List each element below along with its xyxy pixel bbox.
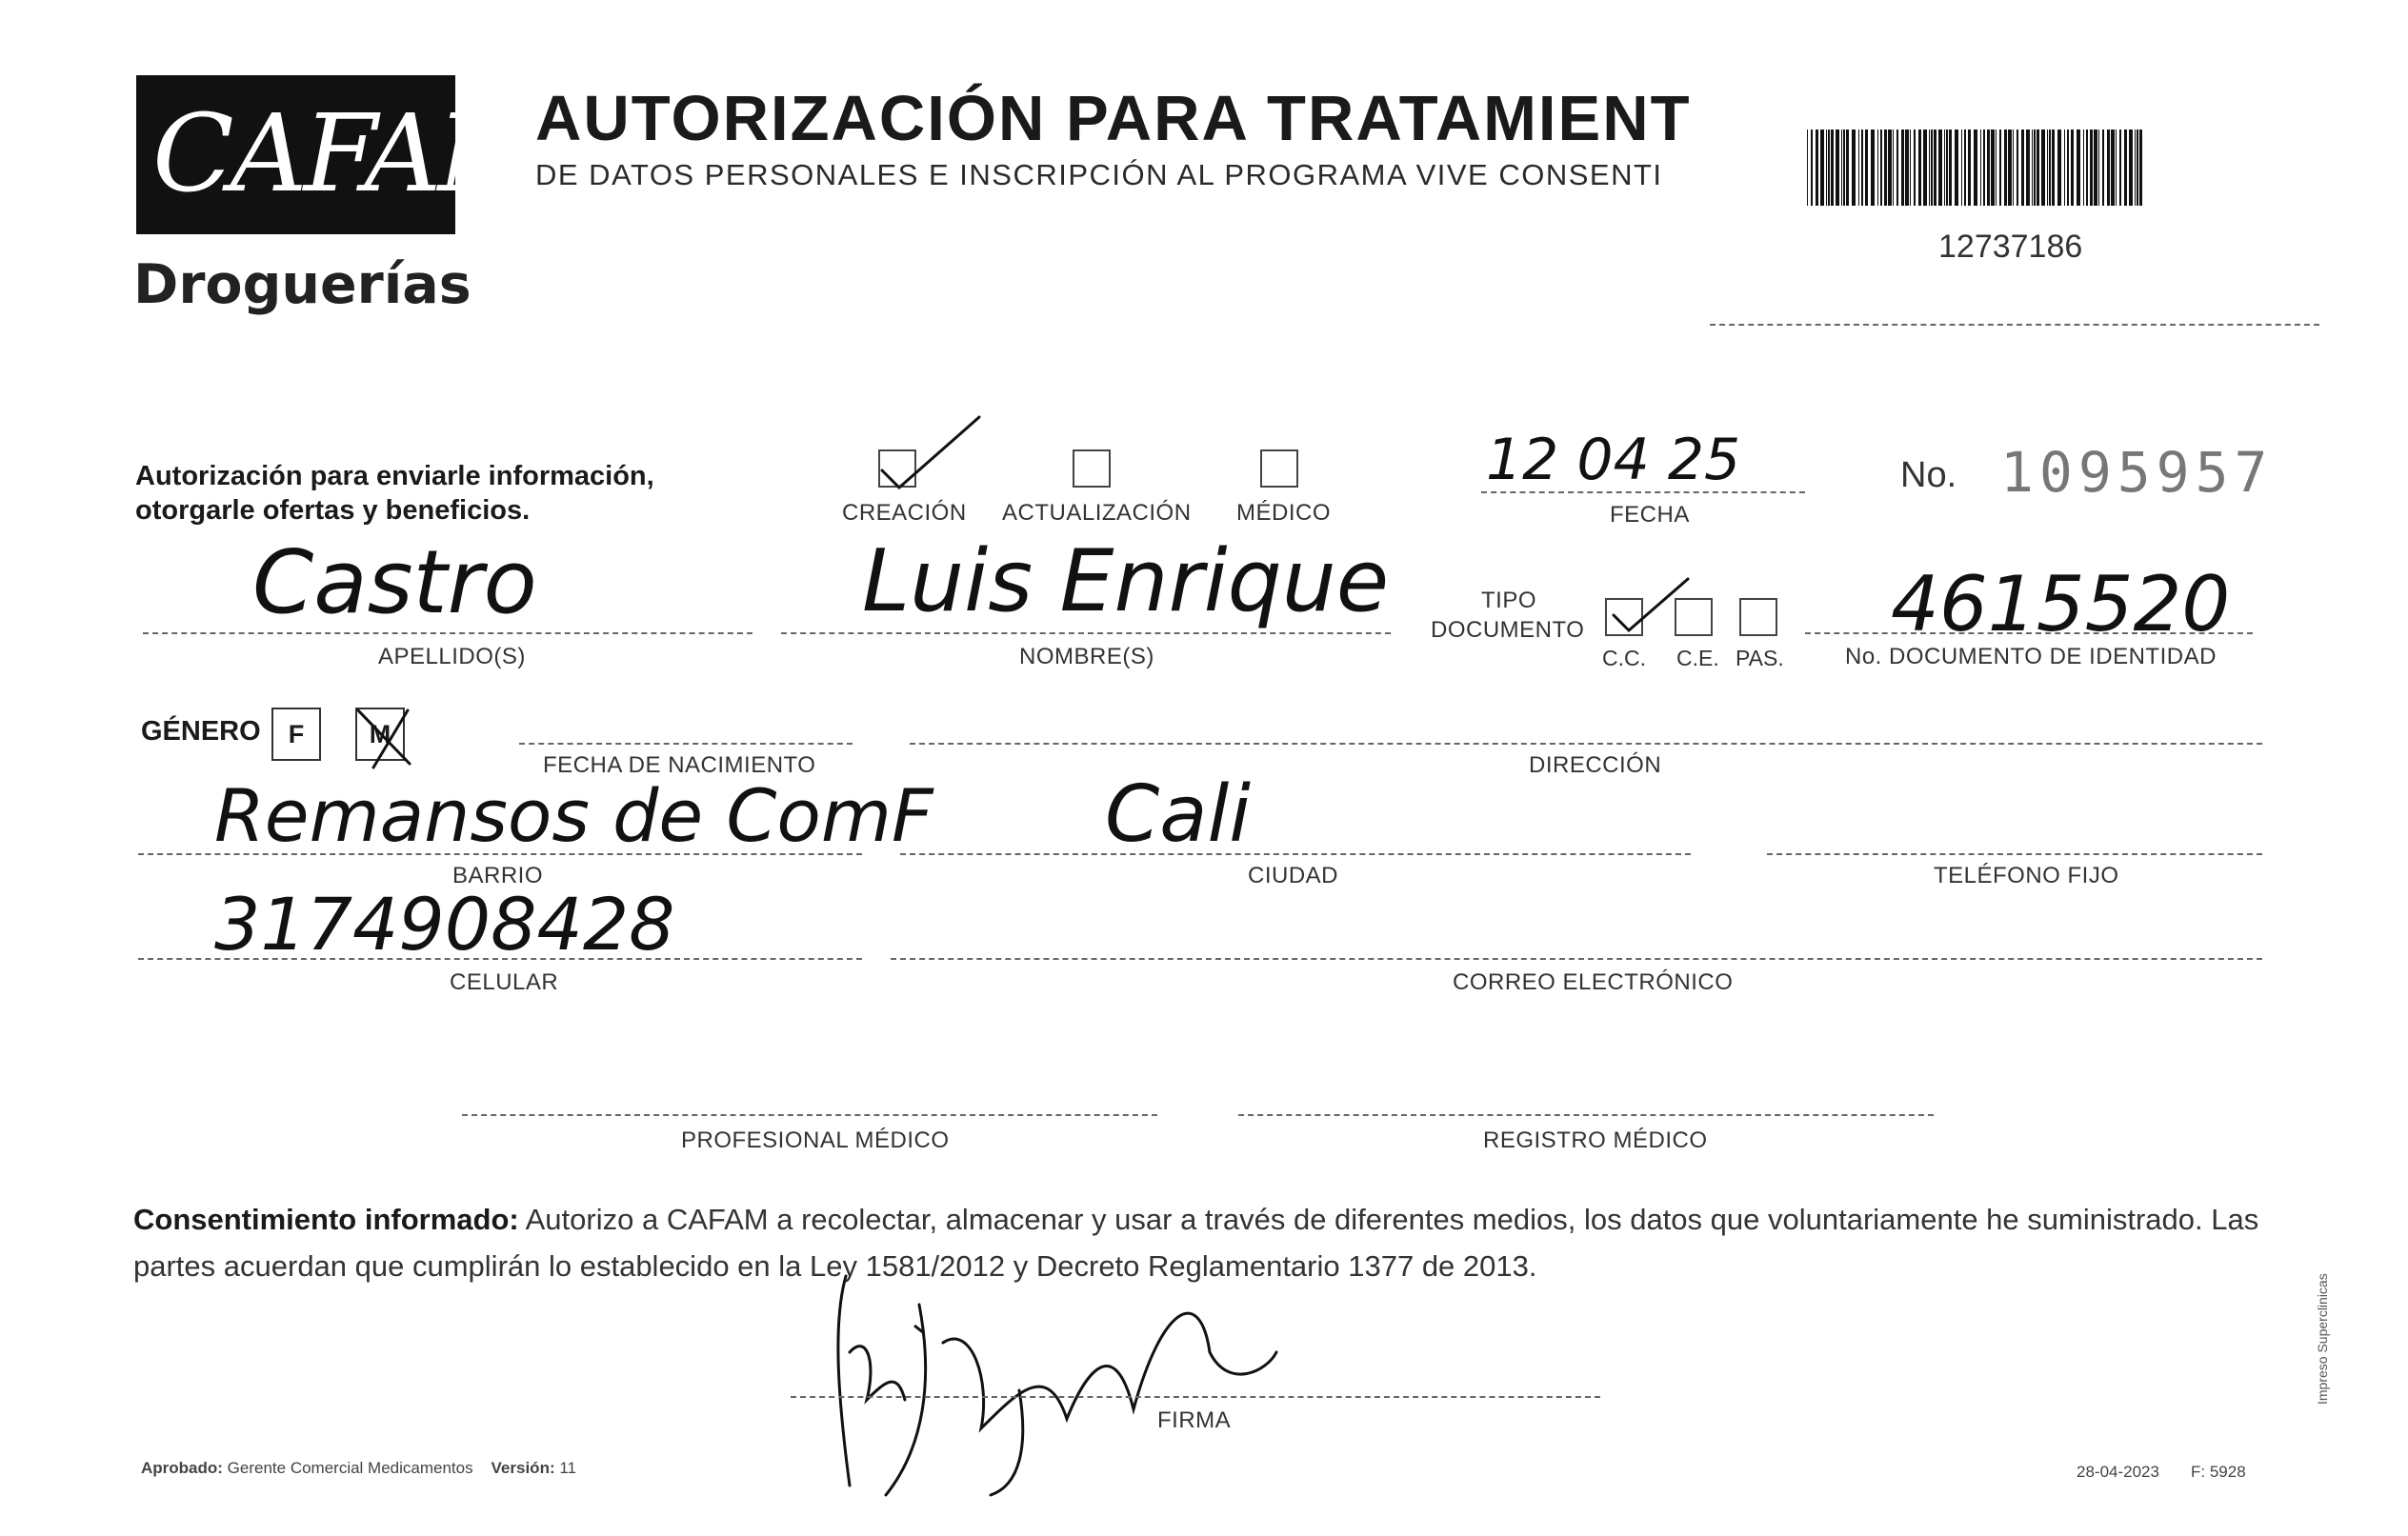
cc-label: C.C.	[1602, 646, 1646, 670]
barcode-bar	[1877, 130, 1878, 206]
fecha-value: 12 04 25	[1486, 427, 1741, 493]
barcode-bar	[2041, 130, 2045, 206]
authorization-text-1: Autorización para enviarle información,	[135, 461, 654, 491]
direccion-line	[910, 743, 2262, 745]
barcode-bar	[1929, 130, 1930, 206]
barcode-bar	[2017, 130, 2018, 206]
ciudad-line	[900, 853, 1691, 855]
barcode-bar	[2052, 130, 2055, 206]
barcode-bar	[1905, 130, 1909, 206]
telefono-line	[1767, 853, 2262, 855]
barcode-bar	[2032, 130, 2033, 206]
genero-f-checkbox[interactable]: F	[271, 708, 321, 761]
form-subtitle: DE DATOS PERSONALES E INSCRIPCIÓN AL PROGRAMA VIVE CONSENTI	[535, 158, 1663, 191]
aprobado-value: Gerente Comercial Medicamentos	[227, 1459, 473, 1477]
nombres-label: NOMBRE(S)	[1019, 644, 1154, 669]
barcode-bar	[1893, 130, 1894, 206]
barcode-bar	[1831, 130, 1834, 206]
form-title: AUTORIZACIÓN PARA TRATAMIENT	[535, 83, 1692, 154]
barcode-bar	[2067, 130, 2069, 206]
barcode-bar	[1896, 130, 1898, 206]
profesional-label: PROFESIONAL MÉDICO	[681, 1127, 950, 1153]
header-dashed-line	[1710, 324, 2319, 326]
checkmark-icon	[874, 411, 989, 497]
consent-text: Autorizo a CAFAM a recolectar, almacenar y usar a través de diferentes medios, los datos que voluntariamente he suministrado. Las partes acuerdan que cumplirán lo establecido en la Ley 1581/2012 y Decreto Reglamentario 1377 de 2013.	[133, 1203, 2259, 1283]
barcode-bar	[1820, 130, 1824, 206]
correo-line	[891, 958, 2262, 960]
barcode-bar	[1946, 130, 1948, 206]
pas-checkbox[interactable]	[1739, 598, 1777, 636]
barcode-bar	[1983, 130, 1985, 206]
ciudad-label: CIUDAD	[1248, 863, 1339, 888]
barcode-bar	[1836, 130, 1839, 206]
barcode-icon	[1805, 130, 2148, 206]
apellidos-label: APELLIDO(S)	[378, 644, 526, 669]
apellidos-value: Castro	[252, 531, 537, 633]
barcode-bar	[2119, 130, 2121, 206]
medico-checkbox[interactable]	[1260, 449, 1298, 488]
barcode-bar	[2107, 130, 2110, 206]
barcode-bar	[2139, 130, 2142, 206]
correo-label: CORREO ELECTRÓNICO	[1453, 969, 1734, 995]
barcode-bar	[1871, 130, 1875, 206]
ciudad-value: Cali	[1105, 769, 1252, 860]
barrio-value: Remansos de ComF	[214, 773, 933, 858]
documento-value: 4615520	[1891, 560, 2231, 648]
version-label: Versión:	[491, 1459, 555, 1477]
barcode-number: 12737186	[1938, 229, 2083, 265]
barcode-bar	[2077, 130, 2080, 206]
barcode-bar	[1865, 130, 1868, 206]
barcode-bar	[1826, 130, 1827, 206]
barcode-bar	[2083, 130, 2084, 206]
droguerias-label: Droguerías	[133, 253, 472, 316]
barcode-bar	[2064, 130, 2065, 206]
barcode-bar	[1931, 130, 1933, 206]
medico-label: MÉDICO	[1236, 500, 1331, 526]
barcode-bar	[1949, 130, 1952, 206]
aprobado-label: Aprobado:	[141, 1459, 223, 1477]
barcode-bar	[2049, 130, 2051, 206]
barcode-bar	[1861, 130, 1863, 206]
barcode-bar	[1964, 130, 1966, 206]
barcode-bar	[2090, 130, 2093, 206]
apellidos-line	[143, 632, 752, 634]
barcode-bar	[1999, 130, 2001, 206]
pas-label: PAS.	[1736, 646, 1784, 670]
version-value: 11	[559, 1459, 577, 1477]
ce-checkbox[interactable]	[1675, 598, 1713, 636]
celular-label: CELULAR	[450, 969, 559, 995]
barcode-bar	[2004, 130, 2007, 206]
barcode-bar	[1901, 130, 1904, 206]
firma-line	[791, 1396, 1600, 1398]
footer-approval	[141, 1459, 576, 1478]
barcode-bar	[2129, 130, 2133, 206]
registro-line	[1238, 1114, 1934, 1116]
barcode-bar	[1888, 130, 1892, 206]
footer-date: 28-04-2023	[2077, 1463, 2159, 1481]
barcode-bar	[1968, 130, 1971, 206]
barcode-bar	[2102, 130, 2104, 206]
barcode-bar	[1841, 130, 1842, 206]
footer-code: F: 5928	[2191, 1463, 2246, 1481]
barcode-bar	[1974, 130, 1977, 206]
barcode-bar	[1914, 130, 1916, 206]
celular-line	[138, 958, 862, 960]
barrio-label: BARRIO	[452, 863, 544, 888]
barcode-bar	[1934, 130, 1936, 206]
barcode-bar	[1807, 130, 1808, 206]
barcode-bar	[2094, 130, 2097, 206]
registro-label: REGISTRO MÉDICO	[1483, 1127, 1708, 1153]
barcode-bar	[2047, 130, 2048, 206]
barcode-bar	[2057, 130, 2061, 206]
barcode-bar	[1938, 130, 1942, 206]
genero-m-checkbox[interactable]: M	[355, 708, 405, 761]
barcode-bar	[1910, 130, 1911, 206]
barcode-bar	[1918, 130, 1921, 206]
direccion-label: DIRECCIÓN	[1529, 752, 1662, 778]
telefono-label: TELÉFONO FIJO	[1934, 863, 2119, 888]
barcode-bar	[2135, 130, 2136, 206]
barcode-bar	[1923, 130, 1927, 206]
documento-line	[1805, 632, 2253, 634]
barcode-bar	[2116, 130, 2117, 206]
barcode-bar	[1991, 130, 1995, 206]
barcode-bar	[1852, 130, 1856, 206]
fecha-line	[1481, 491, 1805, 493]
fecha-nacimiento-label: FECHA DE NACIMIENTO	[543, 752, 816, 778]
barcode-bar	[2098, 130, 2099, 206]
side-print-text: Impreso Superclinicas	[2315, 1273, 2330, 1405]
profesional-line	[462, 1114, 1157, 1116]
barcode-bar	[1846, 130, 1849, 206]
fecha-label: FECHA	[1610, 502, 1690, 528]
barcode-bar	[2008, 130, 2012, 206]
barcode-bar	[1961, 130, 1962, 206]
cross-mark-icon	[352, 705, 419, 771]
barcode-bar	[1955, 130, 1958, 206]
actualizacion-checkbox[interactable]	[1073, 449, 1111, 488]
firma-label: FIRMA	[1157, 1407, 1232, 1433]
barcode-bar	[1843, 130, 1845, 206]
creacion-label: CREACIÓN	[842, 500, 967, 526]
barcode-bar	[1987, 130, 1990, 206]
barcode-bar	[1996, 130, 1997, 206]
ce-label: C.E.	[1676, 646, 1719, 670]
tipo-documento-label-1: TIPO	[1481, 588, 1537, 613]
tipo-documento-label-2: DOCUMENTO	[1431, 617, 1585, 643]
authorization-text-2: otorgarle ofertas y beneficios.	[135, 495, 531, 526]
actualizacion-label: ACTUALIZACIÓN	[1002, 500, 1192, 526]
barrio-line	[138, 853, 862, 855]
barcode-bar	[2026, 130, 2030, 206]
nombres-value: Luis Enrique	[862, 531, 1390, 631]
no-value: 1095957	[2000, 440, 2274, 505]
genero-label: GÉNERO	[141, 716, 261, 747]
barcode-bar	[2021, 130, 2024, 206]
barcode-bar	[2111, 130, 2115, 206]
barcode-bar	[2013, 130, 2014, 206]
barcode-bar	[2137, 130, 2138, 206]
consent-heading: Consentimiento informado:	[133, 1203, 519, 1236]
barcode-bar	[2124, 130, 2127, 206]
nombres-line	[781, 632, 1391, 634]
barcode-bar	[1880, 130, 1882, 206]
barcode-bar	[2034, 130, 2036, 206]
cafam-logo-text: CAFAM	[152, 92, 544, 216]
barcode-bar	[1944, 130, 1945, 206]
barcode-bar	[1816, 130, 1818, 206]
documento-label: No. DOCUMENTO DE IDENTIDAD	[1845, 644, 2217, 669]
signature-icon	[829, 1267, 1305, 1505]
barcode-bar	[1858, 130, 1859, 206]
barcode-bar	[1811, 130, 1813, 206]
no-label: No.	[1900, 455, 1957, 495]
celular-value: 3174908428	[214, 882, 675, 967]
fecha-nacimiento-line	[519, 743, 853, 745]
barcode-bar	[1828, 130, 1830, 206]
barcode-bar	[2071, 130, 2074, 206]
barcode-bar	[2037, 130, 2039, 206]
barcode-bar	[2086, 130, 2088, 206]
barcode-bar	[1884, 130, 1887, 206]
barcode-bar	[1980, 130, 1981, 206]
